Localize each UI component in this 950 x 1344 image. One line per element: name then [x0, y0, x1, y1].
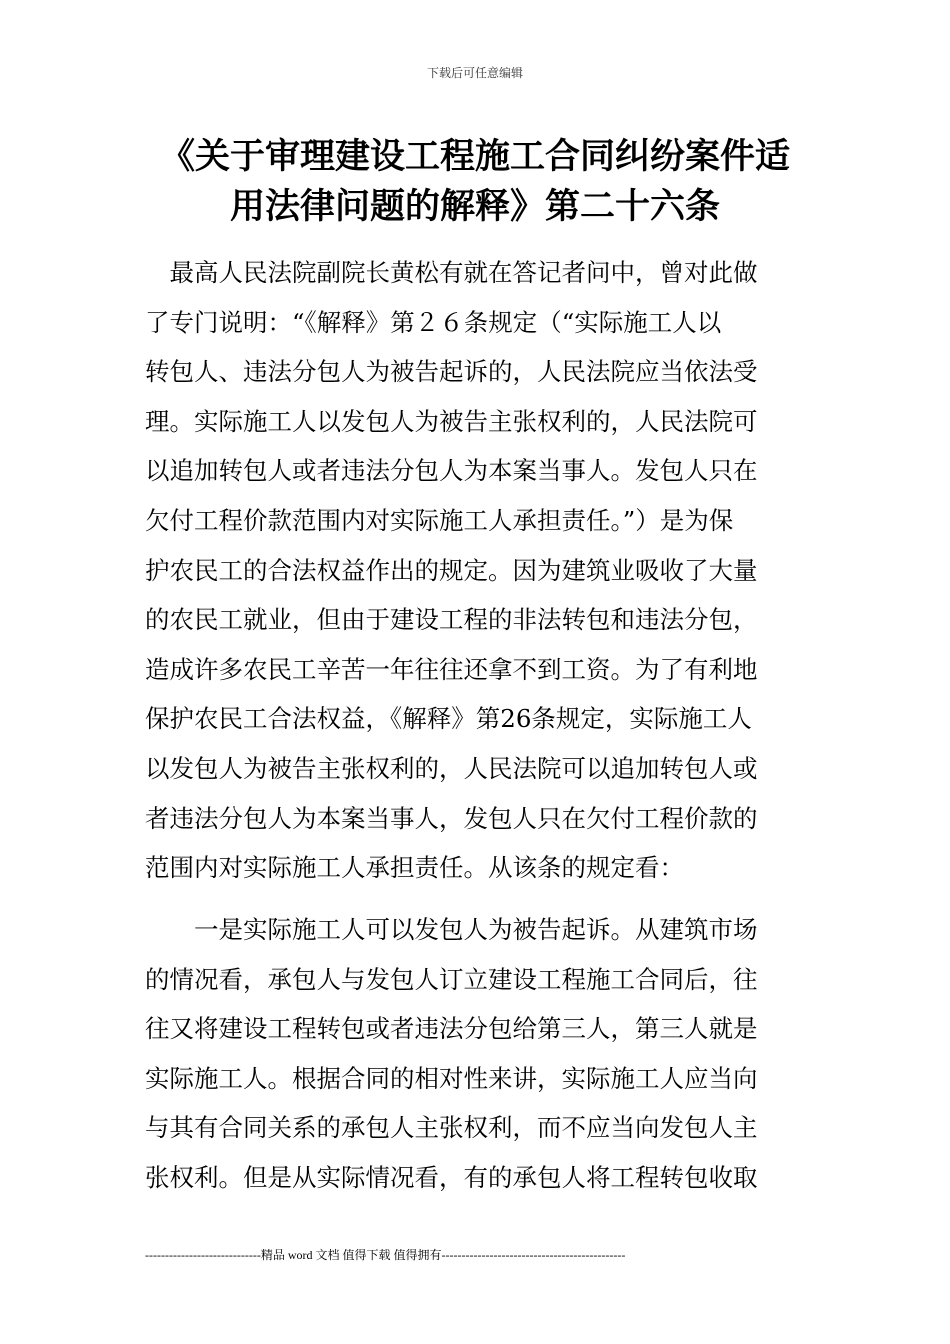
text-line: 范围内对实际施工人承担责任。从该条的规定看：: [145, 853, 684, 883]
title-line: 《关于审理建设工程施工合同纠纷案件适: [159, 137, 790, 177]
text-line: 一是实际施工人可以发包人为被告起诉。从建筑市场: [145, 915, 758, 944]
text-line: 实际施工人。根据合同的相对性来讲，实际施工人应当向: [145, 1063, 758, 1093]
text-line: 张权利。但是从实际情况看，有的承包人将工程转包收取: [145, 1162, 758, 1192]
text-line: 以追加转包人或者违法分包人为本案当事人。发包人只在: [145, 456, 758, 486]
text-line: 的农民工就业，但由于建设工程的非法转包和违法分包，: [145, 605, 758, 635]
text-line: 保护农民工合法权益，《解释》第26条规定，实际施工人: [145, 704, 752, 734]
text-line: 转包人、违法分包人为被告起诉的，人民法院应当依法受: [145, 357, 758, 387]
text-line: 造成许多农民工辛苦一年往往还拿不到工资。为了有利地: [145, 654, 758, 684]
text-line: 了专门说明：“《解释》第２６条规定（“实际施工人以: [145, 307, 722, 337]
body-paragraph: [145, 248, 805, 893]
text-line: 以发包人为被告主张权利的，人民法院可以追加转包人或: [145, 753, 758, 783]
document-title: [140, 132, 810, 232]
text-line: 理。实际施工人以发包人为被告主张权利的，人民法院可: [145, 406, 758, 436]
title-line: 用法律问题的解释》第二十六条: [229, 187, 720, 227]
page-footer: -----------------------------精品 word 文档 值得下载 值得拥有----------------------------------------------: [145, 1248, 626, 1262]
text-line: 往又将建设工程转包或者违法分包给第三人，第三人就是: [145, 1014, 758, 1044]
text-line: 最高人民法院副院长黄松有就在答记者问中，曾对此做: [145, 258, 758, 287]
text-line: 与其有合同关系的承包人主张权利，而不应当向发包人主: [145, 1113, 758, 1143]
body-paragraph: [145, 905, 805, 1203]
page-header: 下载后可任意编辑: [426, 66, 523, 80]
text-line: 欠付工程价款范围内对实际施工人承担责任。”）是为保: [145, 505, 734, 535]
text-line: 护农民工的合法权益作出的规定。因为建筑业吸收了大量: [145, 555, 758, 585]
text-line: 者违法分包人为本案当事人，发包人只在欠付工程价款的: [145, 803, 758, 833]
text-line: 的情况看，承包人与发包人订立建设工程施工合同后，往: [145, 964, 758, 994]
